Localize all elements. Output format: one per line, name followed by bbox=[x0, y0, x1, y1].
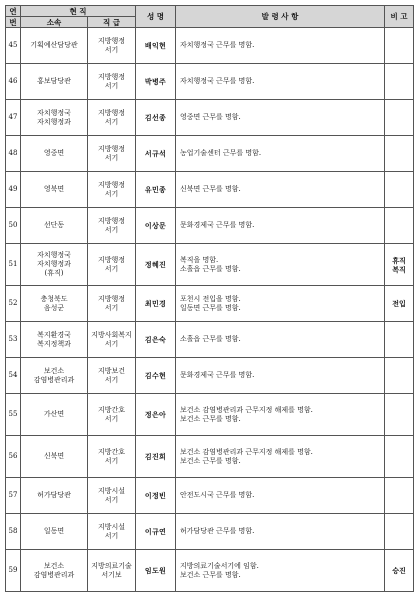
employee-name: 정혜진 bbox=[136, 244, 176, 286]
header-org: 소속 bbox=[21, 17, 88, 28]
note-line: 복직 bbox=[392, 264, 406, 274]
grade-cell bbox=[88, 358, 136, 394]
grade-line: 서기 bbox=[104, 264, 119, 273]
employee-name: 유민종 bbox=[136, 172, 176, 208]
order-detail-cell bbox=[176, 358, 385, 394]
grade-line: 지방시설 bbox=[97, 486, 126, 495]
note-line: 승진 bbox=[392, 566, 406, 575]
org-cell bbox=[21, 436, 88, 478]
grade-line: 서기 bbox=[104, 303, 119, 312]
row-number: 45 bbox=[6, 28, 21, 64]
order-detail-line: 보건소 근무를 명함. bbox=[180, 414, 241, 423]
grade-cell bbox=[88, 478, 136, 514]
employee-name: 이상문 bbox=[136, 208, 176, 244]
order-detail-cell bbox=[176, 550, 385, 592]
org-line: 충청북도 bbox=[40, 294, 68, 303]
org-line: 가산면 bbox=[43, 410, 65, 418]
order-detail-line: 신북면 근무를 명함. bbox=[180, 185, 241, 193]
employee-name: 이규연 bbox=[136, 514, 176, 550]
employee-name: 임도원 bbox=[136, 550, 176, 592]
table-row bbox=[6, 550, 414, 592]
note-cell bbox=[385, 244, 414, 286]
order-detail-cell bbox=[176, 436, 385, 478]
row-number: 55 bbox=[6, 394, 21, 436]
org-cell bbox=[21, 136, 88, 172]
grade-cell bbox=[88, 436, 136, 478]
order-detail-line: 자치행정국 근무를 명함. bbox=[180, 41, 255, 49]
org-line: 복지정책과 bbox=[37, 339, 71, 348]
org-cell bbox=[21, 478, 88, 514]
note-cell bbox=[385, 514, 414, 550]
org-line: 감염병관리과 bbox=[33, 375, 75, 384]
grade-cell bbox=[88, 514, 136, 550]
grade-line: 서기 bbox=[104, 339, 119, 348]
row-number: 46 bbox=[6, 64, 21, 100]
table-row bbox=[6, 394, 414, 436]
row-number: 47 bbox=[6, 100, 21, 136]
order-detail-line: 소흘읍 근무를 명함. bbox=[180, 264, 241, 273]
org-line: 선단동 bbox=[43, 221, 65, 229]
grade-line: 지방행정 bbox=[97, 294, 126, 303]
employee-name: 정은아 bbox=[136, 394, 176, 436]
grade-cell bbox=[88, 244, 136, 286]
org-line: 자치행정과 bbox=[37, 260, 71, 268]
grade-line: 지방행정 bbox=[97, 36, 126, 45]
table-row bbox=[6, 28, 414, 64]
row-number: 53 bbox=[6, 322, 21, 358]
order-detail-line: 보건소 근무를 명함. bbox=[180, 456, 241, 465]
order-detail-line: 소흘읍 근무를 명함. bbox=[180, 335, 241, 343]
org-line: 영북면 bbox=[43, 185, 65, 193]
org-line: 음성군 bbox=[43, 303, 65, 312]
personnel-order-document bbox=[5, 5, 413, 592]
grade-cell bbox=[88, 64, 136, 100]
order-detail-cell bbox=[176, 244, 385, 286]
grade-line: 서기보 bbox=[101, 570, 122, 579]
employee-name: 이정빈 bbox=[136, 478, 176, 514]
note-cell bbox=[385, 286, 414, 322]
org-line: 보건소 bbox=[43, 366, 65, 375]
grade-line: 지방행정 bbox=[97, 144, 126, 153]
employee-name: 김진희 bbox=[136, 436, 176, 478]
grade-line: 지방의료기술 bbox=[91, 561, 132, 570]
row-number: 51 bbox=[6, 244, 21, 286]
note-line: 전입 bbox=[392, 299, 406, 308]
grade-cell bbox=[88, 322, 136, 358]
header-grade: 직 급 bbox=[88, 17, 136, 28]
table-row bbox=[6, 286, 414, 322]
grade-line: 지방사회복지 bbox=[91, 330, 132, 339]
order-detail-line: 자치행정국 근무를 명함. bbox=[180, 77, 255, 85]
org-line: 영중면 bbox=[43, 149, 65, 157]
order-detail-line: 영중면 근무를 명함. bbox=[180, 113, 241, 121]
row-number: 50 bbox=[6, 208, 21, 244]
org-cell bbox=[21, 550, 88, 592]
note-cell bbox=[385, 478, 414, 514]
grade-line: 지방행정 bbox=[97, 72, 126, 81]
table-row bbox=[6, 514, 414, 550]
table-body bbox=[6, 28, 414, 592]
order-detail-line: 지방의료기술서기에 임함. bbox=[180, 561, 259, 570]
order-detail-line: 문화경제국 근무를 명함. bbox=[180, 221, 255, 229]
grade-cell bbox=[88, 100, 136, 136]
org-cell bbox=[21, 28, 88, 64]
grade-cell bbox=[88, 208, 136, 244]
org-cell bbox=[21, 244, 88, 286]
order-detail-cell bbox=[176, 28, 385, 64]
grade-line: 서기 bbox=[104, 189, 119, 198]
order-detail-cell bbox=[176, 514, 385, 550]
order-detail-cell bbox=[176, 286, 385, 322]
grade-line: 지방행정 bbox=[97, 255, 126, 264]
note-cell bbox=[385, 358, 414, 394]
header-name: 성 명 bbox=[136, 6, 176, 28]
org-cell bbox=[21, 172, 88, 208]
grade-line: 서기 bbox=[104, 45, 119, 54]
grade-line: 지방행정 bbox=[97, 180, 126, 189]
header-note: 비 고 bbox=[385, 6, 414, 28]
table-row bbox=[6, 478, 414, 514]
employee-name: 김수현 bbox=[136, 358, 176, 394]
employee-name: 박병주 bbox=[136, 64, 176, 100]
org-cell bbox=[21, 64, 88, 100]
org-line: 신북면 bbox=[43, 452, 65, 460]
order-detail-cell bbox=[176, 136, 385, 172]
grade-line: 서기 bbox=[104, 495, 119, 504]
org-line: 홍보담당관 bbox=[37, 77, 71, 85]
order-detail-line: 안전도시국 근무를 명함. bbox=[180, 491, 255, 499]
note-cell bbox=[385, 28, 414, 64]
grade-cell bbox=[88, 286, 136, 322]
row-number: 49 bbox=[6, 172, 21, 208]
org-line: 감염병관리과 bbox=[33, 570, 75, 579]
order-detail-line: 보건소 감염병관리과 근무지정 해제를 명함. bbox=[180, 447, 313, 456]
note-cell bbox=[385, 100, 414, 136]
note-cell bbox=[385, 394, 414, 436]
grade-line: 지방간호 bbox=[97, 405, 126, 414]
org-cell bbox=[21, 322, 88, 358]
grade-line: 지방행정 bbox=[97, 216, 126, 225]
table-row bbox=[6, 100, 414, 136]
grade-line: 서기 bbox=[104, 225, 119, 234]
grade-line: 서기 bbox=[104, 81, 119, 90]
employee-name: 서규석 bbox=[136, 136, 176, 172]
header-no-top: 연 bbox=[6, 6, 21, 17]
note-cell bbox=[385, 208, 414, 244]
order-detail-line: 복직을 명함. bbox=[180, 255, 219, 264]
grade-cell bbox=[88, 28, 136, 64]
grade-cell bbox=[88, 136, 136, 172]
grade-line: 서기 bbox=[104, 375, 119, 384]
grade-cell bbox=[88, 394, 136, 436]
table-row bbox=[6, 208, 414, 244]
grade-line: 지방행정 bbox=[97, 108, 126, 117]
org-line: 자치행정국 bbox=[37, 251, 71, 259]
table-row bbox=[6, 136, 414, 172]
note-cell bbox=[385, 136, 414, 172]
org-line: 허가담당관 bbox=[37, 491, 71, 499]
grade-line: 지방보건 bbox=[97, 366, 126, 375]
order-detail-cell bbox=[176, 100, 385, 136]
order-detail-line: 포천시 전입을 명함. bbox=[180, 294, 241, 303]
org-cell bbox=[21, 100, 88, 136]
grade-cell bbox=[88, 550, 136, 592]
note-cell bbox=[385, 436, 414, 478]
header-no-bottom: 번 bbox=[6, 17, 21, 28]
note-cell bbox=[385, 550, 414, 592]
grade-line: 서기 bbox=[104, 414, 119, 423]
row-number: 48 bbox=[6, 136, 21, 172]
order-detail-line: 농업기술센터 근무를 명함. bbox=[180, 149, 262, 157]
note-cell bbox=[385, 172, 414, 208]
grade-cell bbox=[88, 172, 136, 208]
table-row bbox=[6, 358, 414, 394]
table-row bbox=[6, 244, 414, 286]
row-number: 54 bbox=[6, 358, 21, 394]
org-cell bbox=[21, 208, 88, 244]
note-cell bbox=[385, 64, 414, 100]
org-cell bbox=[21, 286, 88, 322]
org-cell bbox=[21, 514, 88, 550]
order-detail-line: 허가담당관 근무를 명함. bbox=[180, 527, 255, 535]
order-detail-cell bbox=[176, 64, 385, 100]
grade-line: 서기 bbox=[104, 531, 119, 540]
order-detail-line: 보건소 근무를 명함. bbox=[180, 570, 241, 579]
employee-name: 김은숙 bbox=[136, 322, 176, 358]
table-row bbox=[6, 322, 414, 358]
org-line: 복지환경국 bbox=[37, 330, 71, 339]
org-line: 자치행정국 bbox=[37, 108, 71, 117]
order-detail-cell bbox=[176, 478, 385, 514]
org-line: 일동면 bbox=[43, 527, 65, 535]
grade-line: 서기 bbox=[104, 117, 119, 126]
table-row bbox=[6, 436, 414, 478]
grade-line: 서기 bbox=[104, 153, 119, 162]
org-line: (휴직) bbox=[44, 269, 64, 277]
row-number: 56 bbox=[6, 436, 21, 478]
employee-name: 배익현 bbox=[136, 28, 176, 64]
org-cell bbox=[21, 394, 88, 436]
note-cell bbox=[385, 322, 414, 358]
note-line: 휴직 bbox=[392, 255, 406, 265]
table-row bbox=[6, 172, 414, 208]
header-current-position: 현 직 bbox=[21, 6, 136, 17]
table-row bbox=[6, 64, 414, 100]
table-header bbox=[6, 6, 414, 28]
org-line: 보건소 bbox=[43, 561, 65, 570]
grade-line: 지방간호 bbox=[97, 447, 126, 456]
order-detail-cell bbox=[176, 208, 385, 244]
order-detail-cell bbox=[176, 172, 385, 208]
grade-line: 지방시설 bbox=[97, 522, 126, 531]
grade-line: 서기 bbox=[104, 456, 119, 465]
row-number: 58 bbox=[6, 514, 21, 550]
org-line: 기획예산담당관 bbox=[30, 41, 78, 49]
order-detail-line: 일동면 근무를 명함. bbox=[180, 303, 241, 312]
order-detail-line: 보건소 감염병관리과 근무지정 해제를 명함. bbox=[180, 405, 313, 414]
org-line: 자치행정과 bbox=[37, 117, 71, 126]
employee-name: 김선종 bbox=[136, 100, 176, 136]
header-detail: 발 령 사 항 bbox=[176, 6, 385, 28]
order-detail-cell bbox=[176, 394, 385, 436]
row-number: 52 bbox=[6, 286, 21, 322]
row-number: 57 bbox=[6, 478, 21, 514]
employee-name: 최민경 bbox=[136, 286, 176, 322]
order-detail-line: 문화경제국 근무를 명함. bbox=[180, 371, 255, 379]
order-detail-cell bbox=[176, 322, 385, 358]
row-number: 59 bbox=[6, 550, 21, 592]
personnel-order-table bbox=[5, 5, 414, 592]
org-cell bbox=[21, 358, 88, 394]
